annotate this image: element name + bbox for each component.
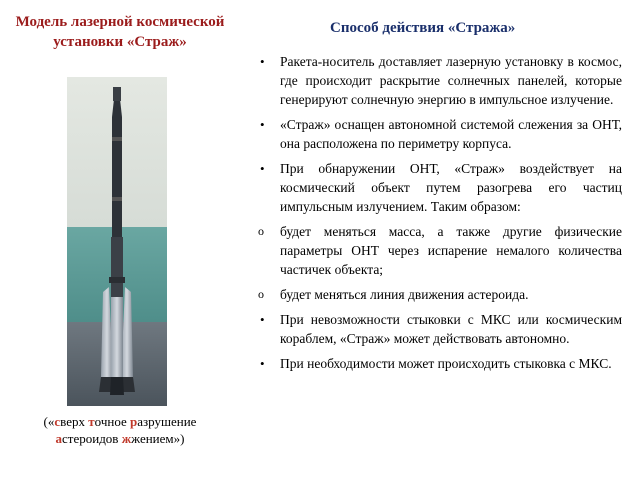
sub-bullet-item — [258, 285, 622, 304]
caption-word-3: азрушение — [137, 414, 197, 429]
caption-letter-5: ж — [121, 431, 132, 446]
method-title: Способ действия «Стража» — [330, 20, 516, 36]
caption-letter-2: т — [88, 414, 95, 429]
bullet-dot-icon: • — [260, 356, 265, 371]
bullet-text: При невозможности стыковки с МКС или космическим кораблем, «Страж» может действовать автономно. — [280, 312, 622, 346]
bullet-dot-icon: • — [260, 54, 265, 69]
caption-letter-4: а — [55, 431, 63, 446]
bullet-text: будет меняться масса, а также другие физические параметры ОНТ через испарение немалого количества частичек объекта; — [280, 224, 622, 277]
bullet-text: будет меняться линия движения астероида. — [280, 287, 529, 302]
caption-word-2: очное — [94, 414, 130, 429]
bullet-item — [258, 115, 622, 153]
bullet-text: При необходимости может происходить стыковка с МКС. — [280, 356, 612, 371]
rocket-icon — [67, 77, 167, 406]
bullet-dot-icon: • — [260, 312, 265, 327]
bullet-circle-icon: o — [258, 287, 264, 301]
bullet-text: При обнаружении ОНТ, «Страж» воздействует на космический объект путем разогрева его частиц импульсным излучением. Таким образом: — [280, 161, 622, 214]
caption-letter-3: р — [130, 414, 138, 429]
acronym-caption — [4, 413, 236, 447]
bullet-item — [258, 310, 622, 348]
method-bullet-list — [258, 52, 622, 379]
bullet-circle-icon: o — [258, 224, 264, 238]
rocket-model-photo — [67, 77, 167, 406]
bullet-dot-icon: • — [260, 161, 265, 176]
caption-word-4: стероидов — [62, 431, 122, 446]
sub-bullet-item — [258, 222, 622, 279]
bullet-dot-icon: • — [260, 117, 265, 132]
bullet-item — [258, 52, 622, 109]
bullet-text: Ракета-носитель доставляет лазерную установку в космос, где происходит раскрытие солнечных панелей, которые генерируют солнечную энергию в импульсное излучение. — [280, 54, 622, 107]
model-title: Модель лазерной космической установки «Страж» — [15, 14, 225, 50]
bullet-item — [258, 354, 622, 373]
caption-word-5: жением») — [131, 431, 185, 446]
caption-word-1: верх — [60, 414, 89, 429]
bullet-item — [258, 159, 622, 216]
bullet-text: «Страж» оснащен автономной системой слежения за ОНТ, она расположена по периметру корпуса. — [280, 117, 622, 151]
caption-letter-1: с — [54, 414, 61, 429]
caption-open: (« — [43, 414, 55, 429]
